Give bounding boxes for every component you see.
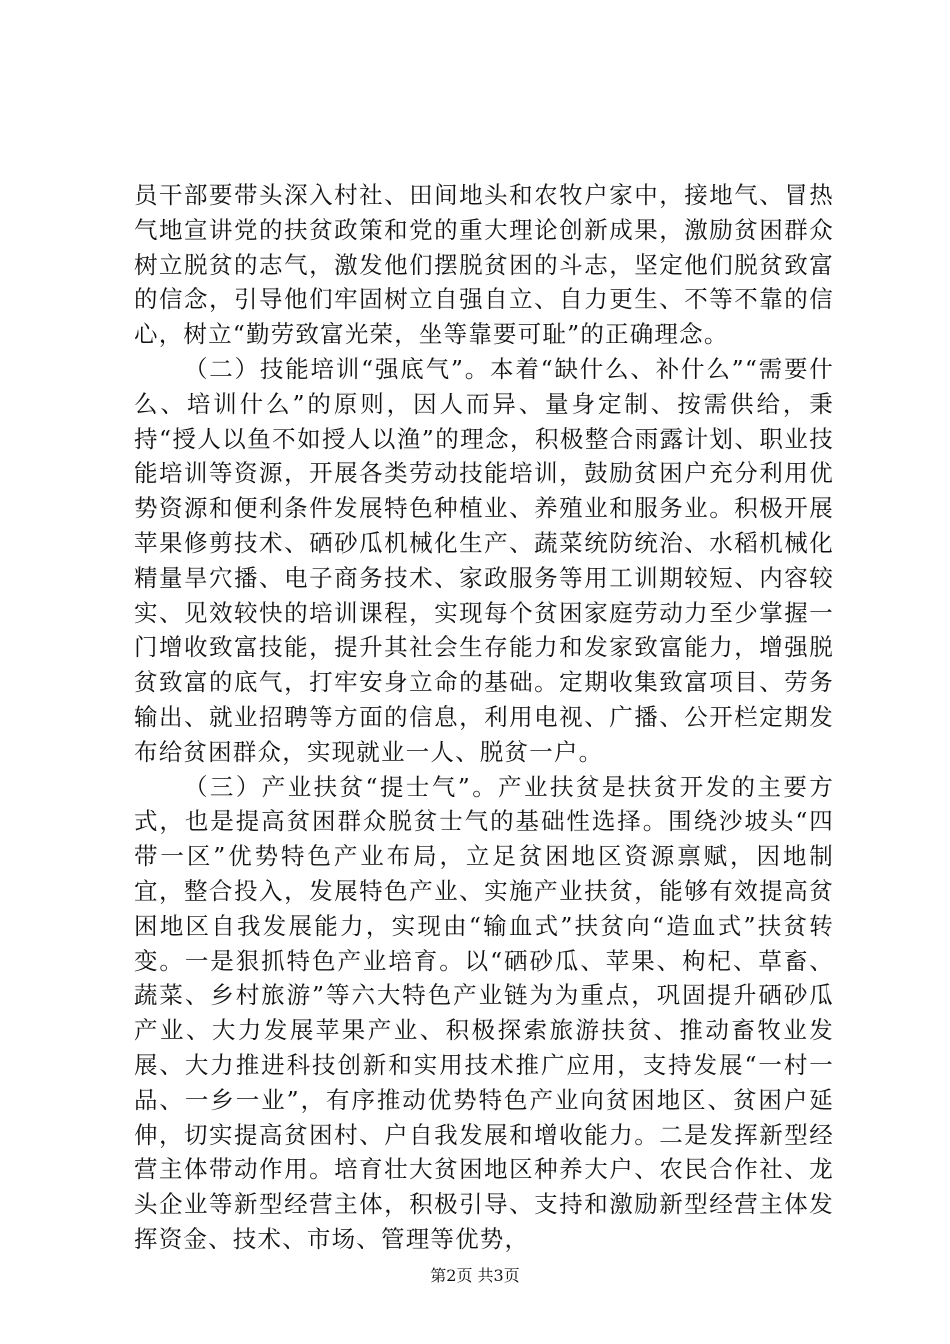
paragraph-industry-poverty-alleviation: （三）产业扶贫“提士气”。产业扶贫是扶贫开发的主要方式，也是提高贫困群众脱贫士气的基础性选择。围绕沙坡头“四带一区”优势特色产业布局，立足贫困地区资源禀赋，因地制宜，整合投入，发展特色产业、实施产业扶贫，能够有效提高贫困地区自我发展能力，实现由“输血式”扶贫向“造血式”扶贫转变。一是狠抓特色产业培育。以“硒砂瓜、苹果、枸杞、草畜、蔬菜、乡村旅游”等六大特色产业链为为重点，巩固提升硒砂瓜产业、大力发展苹果产业、积极探索旅游扶贫、推动畜牧业发展、大力推进科技创新和实用技术推广应用，支持发展“一村一品、一乡一业”，有序推动优势特色产业向贫困地区、贫困户延伸，切实提高贫困村、户自我发展和增收能力。二是发挥新型经营主体带动作用。培育壮大贫困地区种养大户、农民合作社、龙头企业等新型经营主体，积极引导、支持和激励新型经营主体发挥资金、技术、市场、管理等优势， — [134, 772, 834, 1253]
page-footer: 第2页 共3页 — [430, 1266, 520, 1285]
document-body — [134, 178, 834, 1257]
paragraph-continuation: 员干部要带头深入村社、田间地头和农牧户家中，接地气、冒热气地宣讲党的扶贫政策和党的重大理论创新成果，激励贫困群众树立脱贫的志气，激发他们摆脱贫困的斗志，坚定他们脱贫致富的信念，引导他们牢固树立自强自立、自力更生、不等不靠的信心，树立“勤劳致富光荣，坐等靠要可耻”的正确理念。 — [134, 181, 834, 349]
paragraph-skills-training: （二）技能培训“强底气”。本着“缺什么、补什么”“需要什么、培训什么”的原则，因人而异、量身定制、按需供给，秉持“授人以鱼不如授人以渔”的理念，积极整合雨露计划、职业技能培训等资源，开展各类劳动技能培训，鼓励贫困户充分利用优势资源和便利条件发展特色种植业、养殖业和服务业。积极开展苹果修剪技术、硒砂瓜机械化生产、蔬菜统防统治、水稻机械化精量旱穴播、电子商务技术、家政服务等用工训期较短、内容较实、见效较快的培训课程，实现每个贫困家庭劳动力至少掌握一门增收致富技能，提升其社会生存能力和发家致富能力，增强脱贫致富的底气，打牢安身立命的基础。定期收集致富项目、劳务输出、就业招聘等方面的信息，利用电视、广播、公开栏定期发布给贫困群众，实现就业一人、脱贫一户。 — [134, 354, 834, 766]
